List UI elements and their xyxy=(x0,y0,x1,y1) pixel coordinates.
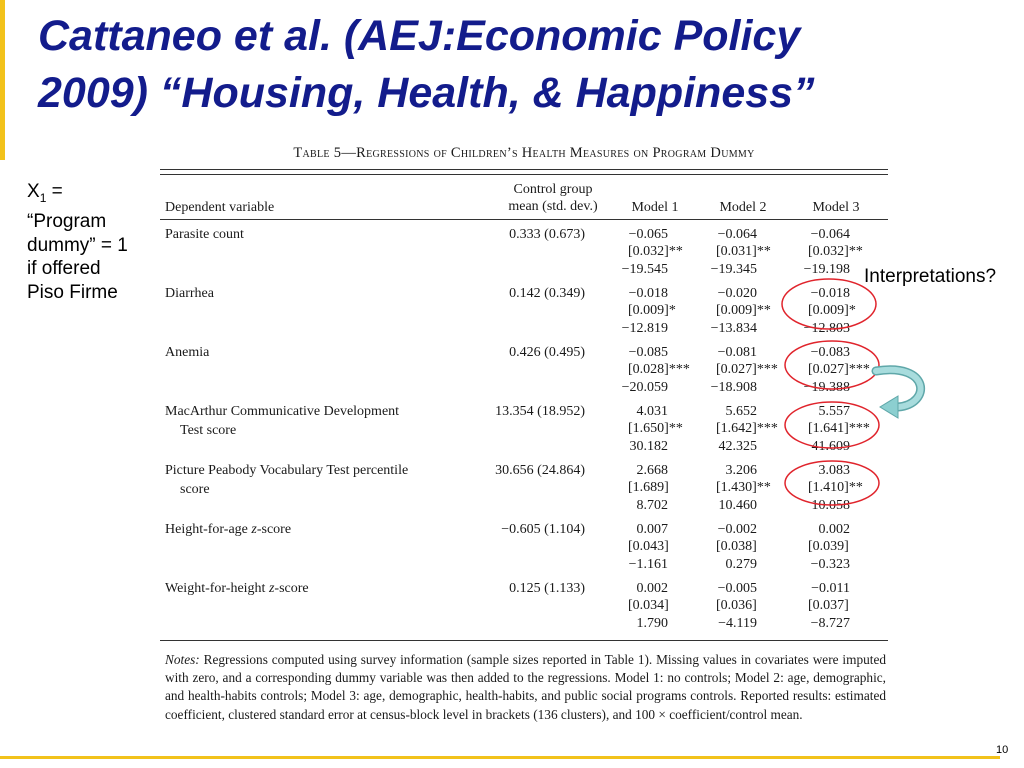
side-note-line: = xyxy=(51,181,63,202)
side-note-line: if offered xyxy=(27,258,101,280)
control-mean-cell: 0.333 (0.673) xyxy=(509,227,585,242)
row-label-parasite-count xyxy=(165,225,485,244)
model3-se: [1.410]** xyxy=(808,480,863,495)
slide-title-line1: Cattaneo et al. (AEJ:Economic Policy xyxy=(38,12,801,60)
row-label-weight-for-height xyxy=(165,579,485,598)
model2-se: [0.031]** xyxy=(716,244,771,259)
header-model-1: Model 1 xyxy=(631,200,679,215)
side-note-line: dummy” = 1 xyxy=(27,234,128,256)
header-model-3: Model 3 xyxy=(812,200,860,215)
model1-pct: −1.161 xyxy=(628,557,668,572)
header-model-2: Model 2 xyxy=(719,200,767,215)
model3-pct: −8.727 xyxy=(810,616,850,631)
row-label-line: Parasite count xyxy=(165,227,244,242)
table-title: Table 5—Regressions of Children’s Health Measures on Program Dummy xyxy=(293,145,755,161)
model2-pct: 0.279 xyxy=(725,557,757,572)
model2-pct: −18.908 xyxy=(710,380,757,395)
model2-coef: −0.081 xyxy=(717,345,757,360)
gold-bottom-rule xyxy=(0,756,1000,759)
control-mean-cell: 0.125 (1.133) xyxy=(509,581,585,596)
model1-pct: 30.182 xyxy=(629,439,668,454)
side-note-line: “Program xyxy=(27,211,107,233)
model1-se: [0.009]* xyxy=(628,303,676,318)
model2-coef: −0.005 xyxy=(717,581,757,596)
model1-se: [1.689] xyxy=(628,480,669,495)
row-label-line: score xyxy=(180,482,210,497)
row-label-line: Weight-for-height z-score xyxy=(165,581,309,596)
model1-se: [0.032]** xyxy=(628,244,683,259)
model1-coef: −0.085 xyxy=(628,345,668,360)
control-mean-cell: 0.426 (0.495) xyxy=(509,345,585,360)
model3-pct: 41.609 xyxy=(811,439,850,454)
model3-se: [1.641]*** xyxy=(808,421,870,436)
side-note xyxy=(27,180,157,304)
notes-text: Regressions computed using survey information (sample sizes reported in Table 1). Missing values in covariates were imputed with zero, and a corresponding dummy variable was then added to the regressions. Model 1: no controls; Model 2: age, demographic, and health-habits controls; Model 3: age, demographic, health-habits, and public social programs controls. Reported results: estimated coefficient, clustered standard error at census-block level in brackets (136 clusters), and 100 × coefficient/control mean. xyxy=(165,652,886,722)
row-label-line: Test score xyxy=(180,423,237,438)
control-mean-cell: 30.656 (24.864) xyxy=(495,463,585,478)
model1-coef: −0.065 xyxy=(628,227,668,242)
model3-coef: 0.002 xyxy=(818,522,850,537)
model1-pct: −20.059 xyxy=(621,380,668,395)
header-dependent-variable: Dependent variable xyxy=(165,200,275,215)
control-mean-cell: 0.142 (0.349) xyxy=(509,286,585,301)
control-mean-cell: 13.354 (18.952) xyxy=(495,404,585,419)
model3-coef: 5.557 xyxy=(818,404,850,419)
notes-label: Notes: xyxy=(165,652,200,667)
model1-se: [0.034] xyxy=(628,598,669,613)
model3-pct: −19.388 xyxy=(803,380,850,395)
model3-se: [0.027]*** xyxy=(808,362,870,377)
model2-coef: −0.020 xyxy=(717,286,757,301)
model2-se: [0.027]*** xyxy=(716,362,778,377)
model2-se: [0.036] xyxy=(716,598,757,613)
model3-se: [0.039] xyxy=(808,539,849,554)
model1-pct: 1.790 xyxy=(636,616,668,631)
page-number: 10 xyxy=(996,744,1009,756)
x-letter: X xyxy=(27,181,40,202)
model3-pct: −0.323 xyxy=(810,557,850,572)
row-label-line: Picture Peabody Vocabulary Test percentile xyxy=(165,463,409,478)
model3-coef: 3.083 xyxy=(818,463,850,478)
model2-se: [0.009]** xyxy=(716,303,771,318)
control-mean-cell: −0.605 (1.104) xyxy=(501,522,585,537)
model3-coef: −0.011 xyxy=(811,581,850,596)
row-label-anemia xyxy=(165,343,485,362)
table-top-rule-2 xyxy=(160,174,888,175)
interpretations-label: Interpretations? xyxy=(864,266,997,287)
model3-se: [0.009]* xyxy=(808,303,856,318)
model2-pct: −13.834 xyxy=(710,321,757,336)
model3-pct: −12.803 xyxy=(803,321,850,336)
model1-pct: 8.702 xyxy=(636,498,668,513)
model2-pct: 10.460 xyxy=(718,498,757,513)
row-label-diarrhea xyxy=(165,284,485,303)
model2-pct: 42.325 xyxy=(718,439,757,454)
model1-se: [0.043] xyxy=(628,539,669,554)
header-control-line1: Control group xyxy=(513,182,593,197)
table-notes xyxy=(165,651,886,724)
model2-se: [1.430]** xyxy=(716,480,771,495)
model1-se: [1.650]** xyxy=(628,421,683,436)
model3-coef: −0.083 xyxy=(810,345,850,360)
model1-se: [0.028]*** xyxy=(628,362,690,377)
model1-coef: 0.002 xyxy=(636,581,668,596)
gold-left-rule xyxy=(0,0,5,160)
model3-coef: −0.064 xyxy=(810,227,850,242)
model1-pct: −19.545 xyxy=(621,262,668,277)
model2-coef: −0.064 xyxy=(717,227,757,242)
row-label-peabody xyxy=(165,461,485,499)
row-label-line: Anemia xyxy=(165,345,210,360)
model2-coef: 3.206 xyxy=(725,463,757,478)
side-note-line: Piso Firme xyxy=(27,281,118,303)
row-label-height-for-age xyxy=(165,520,485,539)
model3-se: [0.037] xyxy=(808,598,849,613)
row-label-line: Diarrhea xyxy=(165,286,214,301)
row-label-line: Height-for-age z-score xyxy=(165,522,292,537)
curved-arrow-icon xyxy=(876,370,921,418)
model1-coef: −0.018 xyxy=(628,286,668,301)
model1-pct: −12.819 xyxy=(621,321,668,336)
model2-se: [0.038] xyxy=(716,539,757,554)
model3-se: [0.032]** xyxy=(808,244,863,259)
model2-coef: −0.002 xyxy=(717,522,757,537)
model1-coef: 2.668 xyxy=(636,463,668,478)
header-control-line2: mean (std. dev.) xyxy=(508,199,598,214)
row-label-macarthur xyxy=(165,402,485,440)
model2-pct: −4.119 xyxy=(718,616,757,631)
slide-title xyxy=(38,8,1008,122)
model1-coef: 0.007 xyxy=(636,522,668,537)
slide-title-line2: 2009) “Housing, Health, & Happiness” xyxy=(38,69,815,117)
table-top-rule xyxy=(160,169,888,170)
header-control-group xyxy=(478,181,628,215)
model2-coef: 5.652 xyxy=(725,404,757,419)
table-bottom-rule xyxy=(160,640,888,641)
model1-coef: 4.031 xyxy=(636,404,668,419)
header-rule xyxy=(160,219,888,220)
model2-pct: −19.345 xyxy=(710,262,757,277)
x-subscript: 1 xyxy=(39,190,47,205)
model3-pct: 10.058 xyxy=(811,498,850,513)
model2-se: [1.642]*** xyxy=(716,421,778,436)
row-label-line: MacArthur Communicative Development xyxy=(165,404,400,419)
model3-pct: −19.198 xyxy=(803,262,850,277)
model3-coef: −0.018 xyxy=(810,286,850,301)
